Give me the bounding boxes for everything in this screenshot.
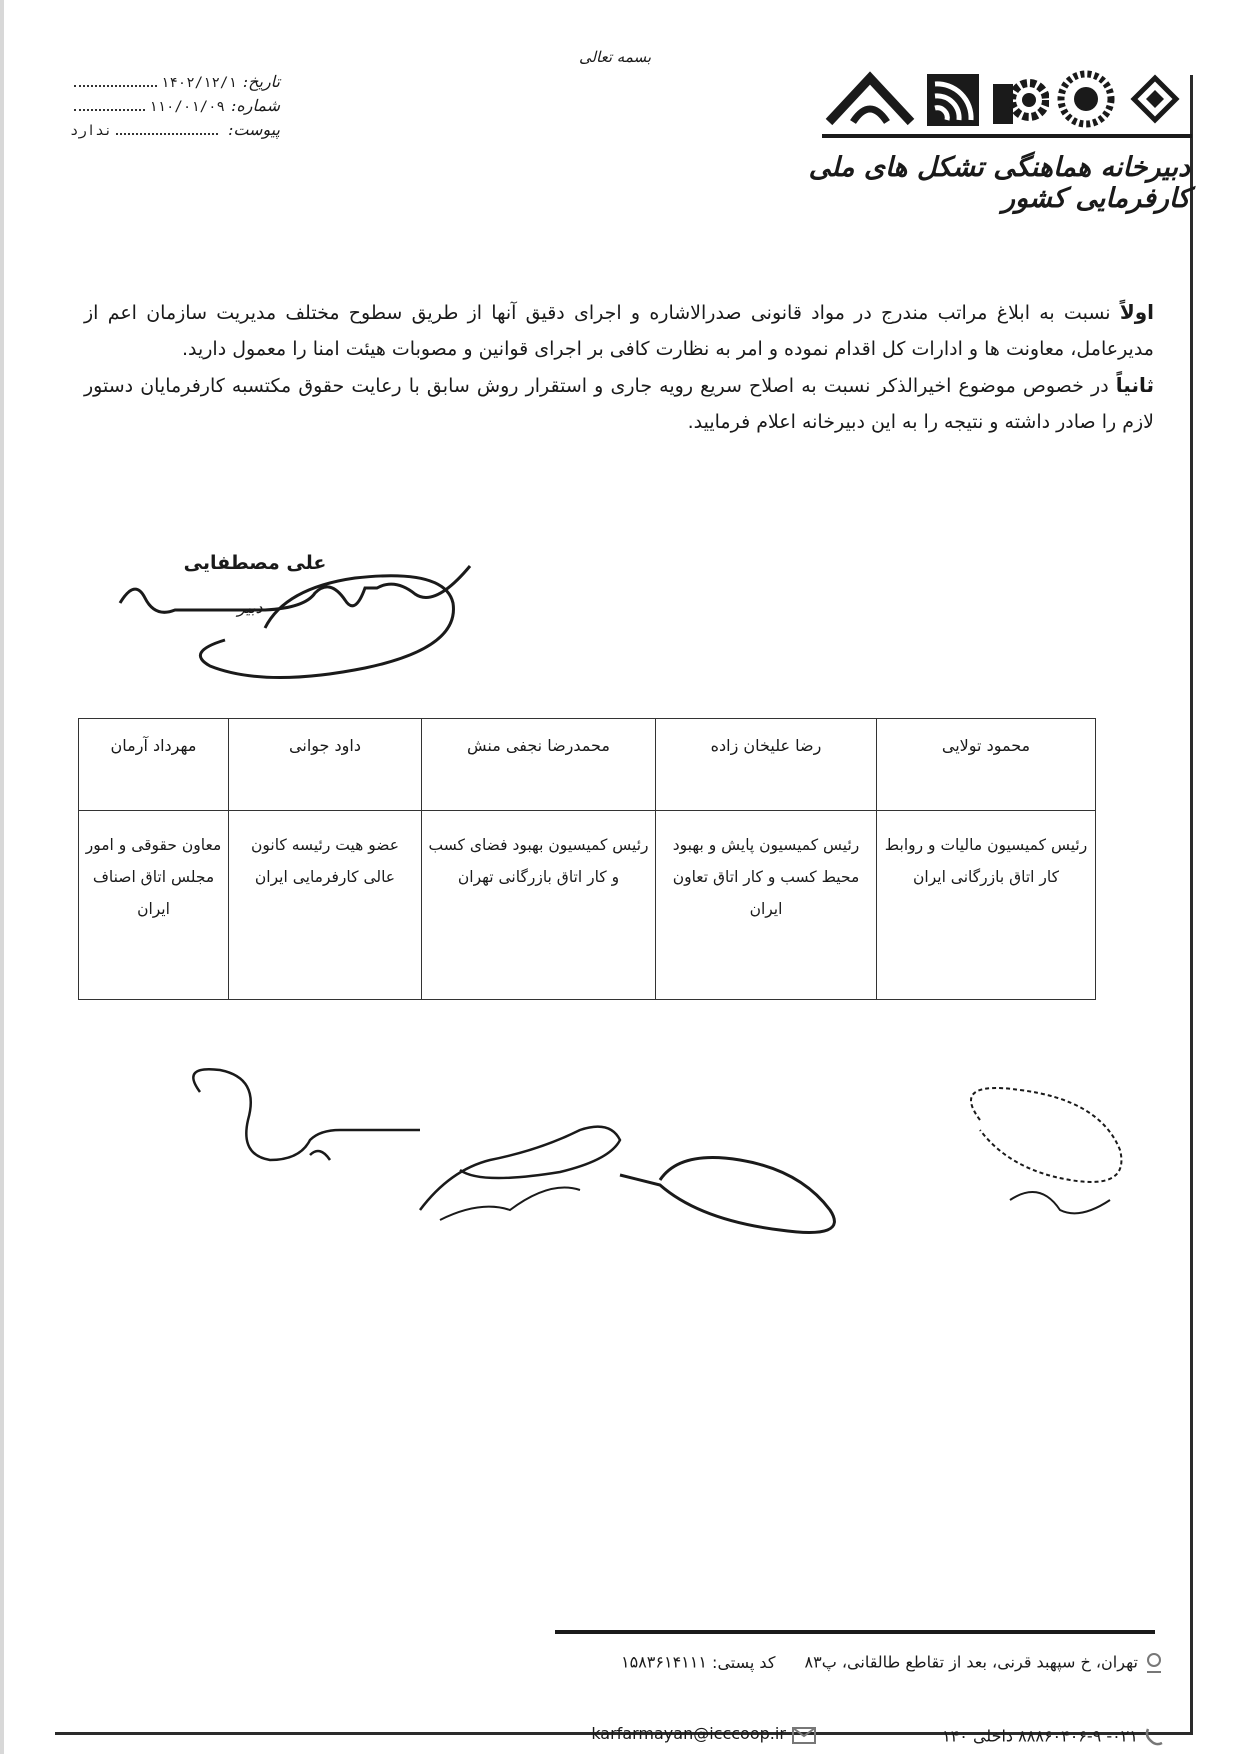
member-role: رئیس کمیسیون پایش و بهبود محیط کسب و کار اتاق تعاون ایران [672,836,860,918]
number-dots [74,97,145,111]
number-label: شماره: [230,96,280,115]
footer-email[interactable]: karfarmayan@icccoop.ir [591,1724,786,1743]
paragraph-first [84,294,1154,367]
member-signatures [180,1060,1160,1250]
header-rule [822,134,1192,138]
date-value: ۱۴۰۲/۱۲/۱ [160,75,237,91]
letter-body [84,294,1154,440]
number-value: ۱۱۰/۰۱/۰۹ [149,99,225,115]
footer-postal-label: کد پستی: [712,1652,776,1672]
letter-meta [70,72,280,144]
org-name: دبیرخانه هماهنگی تشکل های ملی کارفرمایی کشور [808,152,1190,214]
footer-postal-code: ۱۵۸۳۶۱۴۱۱۱ [621,1652,707,1672]
footer-email-line [552,1724,817,1745]
date-dots [74,73,157,87]
footer-address: تهران، خ سپهبد قرنی، بعد از تقاطع طالقانی، پ۸۳ [804,1652,1138,1672]
signature-scribble [193,1069,420,1160]
member-name: محمدرضا نجفی منش [422,719,655,811]
members-table [78,718,1096,1000]
email-icon [791,1725,817,1745]
member-name: محمود تولایی [877,719,1095,811]
paragraph-first-text: نسبت به ابلاغ مراتب مندرج در مواد قانونی صدرالاشاره و اجرای دقیق آنها از طریق سطوح مختلف مدیریت سازمان اعم از مدیرعامل، معاونت ها و ادارات کل اقدام نموده و امر به نظارت کافی بر اجرای قوانین و مصوبات هیئت امنا را معمول دارید. [84,302,1154,360]
signal-logo-icon [925,70,983,128]
footer-phone: ۰۲۱- ۸۸۸۶۰۴۰۶-۹ داخلی ۱۴۰ [942,1726,1138,1746]
paragraph-second-text: در خصوص موضوع اخیرالذکر نسبت به اصلاح سریع رویه جاری و استقرار روش سابق با رعایت حقوق مکتسبه کارفرمایان دستور لازم را صادر داشته و نتیجه را به این دبیرخانه اعلام فرمایید. [84,375,1154,433]
logo-strip [825,70,1185,130]
gear-logo-icon [991,70,1049,128]
footer-rule [555,1630,1155,1634]
paragraph-second-lead: ثانیاً [1115,373,1154,397]
signature-scribble [971,1088,1121,1213]
location-icon [1143,1652,1165,1674]
attachment-dots [116,121,218,135]
member-role: رئیس کمیسیون بهبود فضای کسب و کار اتاق بازرگانی تهران [428,836,649,886]
right-border-line [1190,75,1193,1735]
sun-emblem-logo-icon [1057,70,1115,128]
attachment-label: پیوست: [227,120,280,139]
paragraph-first-lead: اولاً [1119,300,1154,324]
member-name: رضا علیخان زاده [656,719,876,811]
footer-phone-line [900,1726,1165,1748]
signatory-title: دبیر [237,598,263,617]
signature-scribble [420,1127,620,1220]
member-column [78,718,229,1000]
member-column [655,718,877,1000]
member-role: عضو هیت رئیسه کانون عالی کارفرمایی ایران [251,836,399,886]
member-role: رئیس کمیسیون مالیات و روابط کار اتاق بازرگانی ایران [884,836,1088,886]
member-column [228,718,422,1000]
member-column [876,718,1096,1000]
invocation: بسمه تعالی [578,48,652,66]
phone-icon [1143,1726,1165,1748]
date-row [70,72,280,96]
signature-scribble [620,1158,834,1233]
attachment-value: ندارد [70,123,113,139]
member-column [421,718,656,1000]
attachment-row [70,120,280,144]
member-name: مهرداد آرمان [79,719,228,811]
date-label: تاریخ: [242,72,280,91]
number-row [70,96,280,120]
house-logo-icon [825,70,915,128]
footer-address-line [520,1652,1165,1674]
paragraph-second [84,367,1154,440]
member-role: معاون حقوقی و امور مجلس اتاق اصناف ایران [85,836,222,918]
diamond-logo-icon [1130,70,1180,128]
scan-edge [0,0,4,1754]
signatory-name: علی مصطفایی [183,552,327,574]
member-name: داود جوانی [229,719,421,811]
